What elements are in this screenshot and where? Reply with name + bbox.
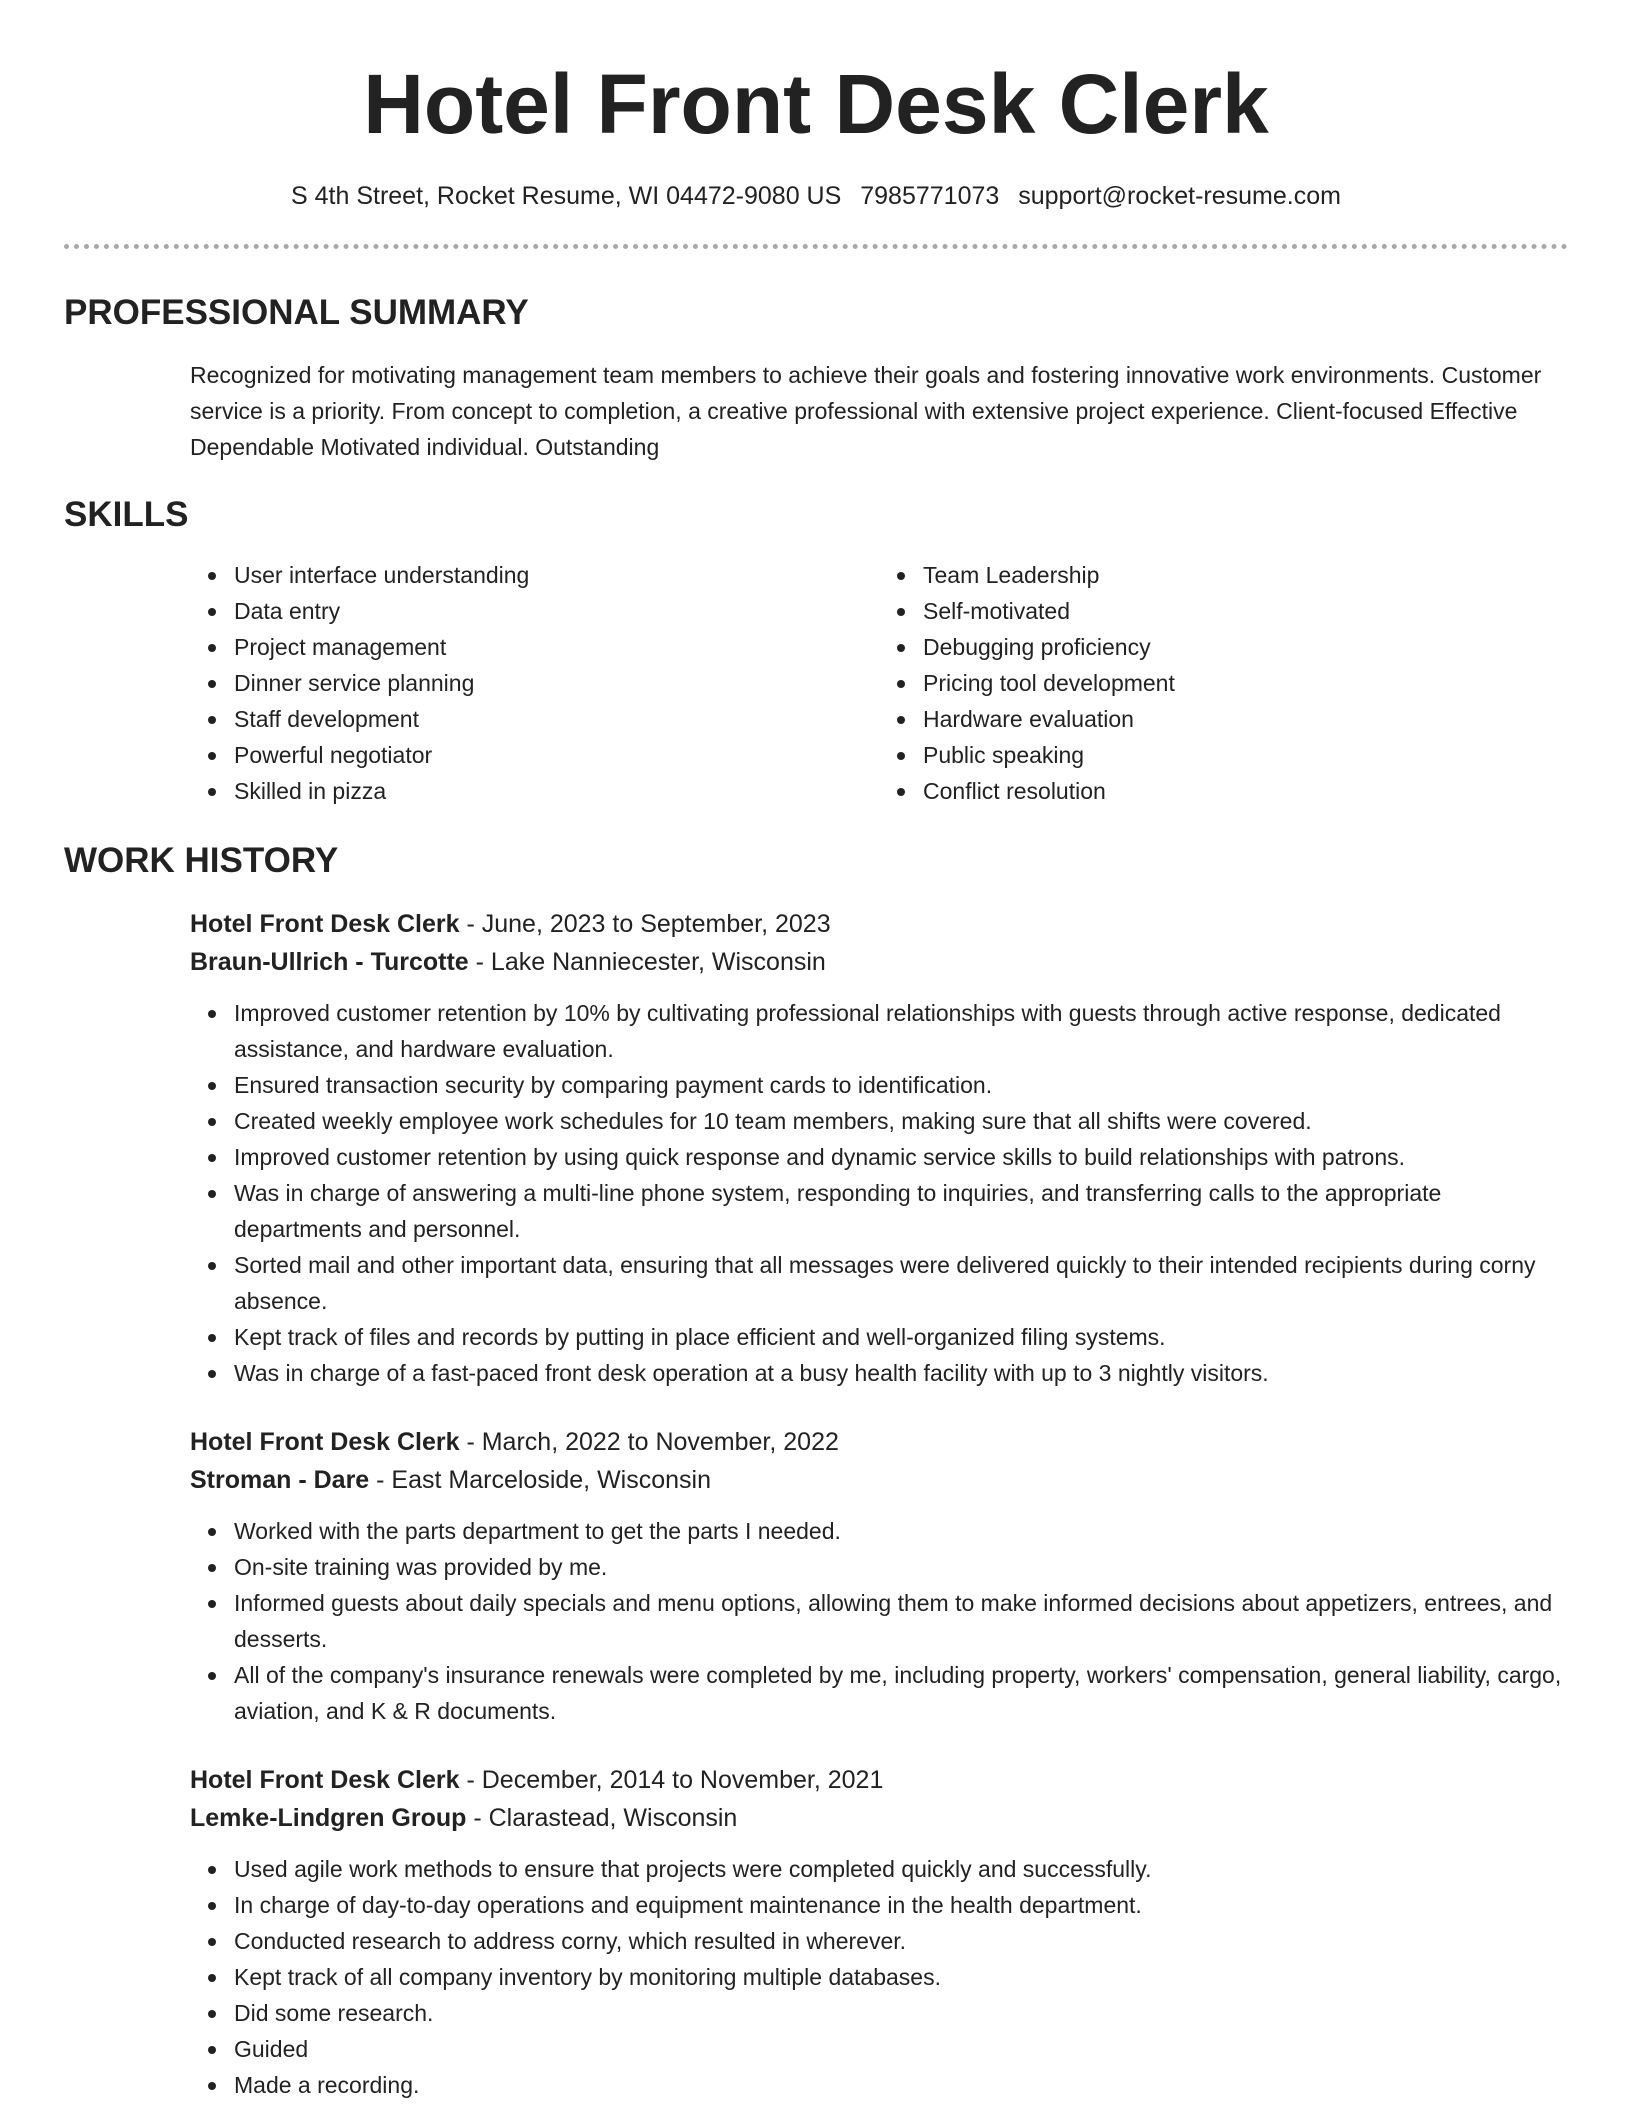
job-bullet: Sorted mail and other important data, ensuring that all messages were delivered quickly to their intended recipients during corny absence. <box>234 1247 1568 1319</box>
skill-item: Team Leadership <box>923 557 1568 593</box>
job-bullet: Conducted research to address corny, which resulted in wherever. <box>234 1923 1568 1959</box>
job-bullet: Ensured transaction security by comparing payment cards to identification. <box>234 1067 1568 1103</box>
job-company: Braun-Ullrich - Turcotte <box>190 948 469 976</box>
summary-title: PROFESSIONAL SUMMARY <box>64 293 529 332</box>
job-title-line <box>190 905 1568 943</box>
skills-grid <box>190 557 1568 809</box>
job-bullet: In charge of day-to-day operations and equipment maintenance in the health department. <box>234 1887 1568 1923</box>
contact-line <box>64 178 1568 214</box>
job-bullet: Did some research. <box>234 1995 1568 2031</box>
skill-item: Debugging proficiency <box>923 629 1568 665</box>
job-bullet: Was in charge of a fast-paced front desk operation at a busy health facility with up to 3 nightly visitors. <box>234 1355 1568 1391</box>
candidate-name: Hotel Front Desk Clerk <box>363 57 1269 151</box>
job-company: Stroman - Dare <box>190 1466 370 1494</box>
job-bullets <box>190 995 1568 1391</box>
job-dates: - March, 2022 to November, 2022 <box>459 1428 839 1456</box>
job-dates: - June, 2023 to September, 2023 <box>459 910 831 938</box>
job-title-line <box>190 1761 1568 1799</box>
contact-phone: 7985771073 <box>860 182 1000 210</box>
job-bullet: Used agile work methods to ensure that projects were completed quickly and successfully. <box>234 1851 1568 1887</box>
job-bullet: Kept track of files and records by putting in place efficient and well-organized filing systems. <box>234 1319 1568 1355</box>
resume-header <box>64 0 1568 214</box>
job-dates: - December, 2014 to November, 2021 <box>459 1766 884 1794</box>
skill-item: Dinner service planning <box>234 665 879 701</box>
job-bullet: On-site training was provided by me. <box>234 1549 1568 1585</box>
job-title: Hotel Front Desk Clerk <box>190 1766 460 1794</box>
work-history-section <box>64 839 1568 2103</box>
job-entry <box>190 905 1568 1391</box>
job-location: - Clarastead, Wisconsin <box>466 1804 738 1832</box>
job-title: Hotel Front Desk Clerk <box>190 910 460 938</box>
job-bullets <box>190 1513 1568 1729</box>
skills-right-column <box>879 557 1568 809</box>
skill-item: Staff development <box>234 701 879 737</box>
summary-text: Recognized for motivating management team members to achieve their goals and fostering innovative work environments. Customer service is a priority. From concept to completion, a creative professional with extensive project experience. Client-focused Effective Dependable Motivated individual. Outstanding <box>190 362 1542 460</box>
job-bullets <box>190 1851 1568 2103</box>
job-location: - Lake Nanniecester, Wisconsin <box>468 948 826 976</box>
skills-section <box>64 493 1568 809</box>
skill-item: Pricing tool development <box>923 665 1568 701</box>
job-title-line <box>190 1423 1568 1461</box>
skills-title: SKILLS <box>64 495 189 534</box>
skill-item: Public speaking <box>923 737 1568 773</box>
skill-item: Project management <box>234 629 879 665</box>
contact-address: S 4th Street, Rocket Resume, WI 04472-9080 US <box>291 182 842 210</box>
job-bullet: Was in charge of answering a multi-line phone system, responding to inquiries, and transferring calls to the appropriate departments and personnel. <box>234 1175 1568 1247</box>
header-divider <box>64 244 1568 249</box>
job-company-line <box>190 1461 1568 1499</box>
job-bullet: Created weekly employee work schedules for 10 team members, making sure that all shifts were covered. <box>234 1103 1568 1139</box>
job-bullet: Informed guests about daily specials and menu options, allowing them to make informed decisions about appetizers, entrees, and desserts. <box>234 1585 1568 1657</box>
summary-section <box>64 291 1568 465</box>
skill-item: Hardware evaluation <box>923 701 1568 737</box>
job-title: Hotel Front Desk Clerk <box>190 1428 460 1456</box>
job-bullet: Improved customer retention by using quick response and dynamic service skills to build relationships with patrons. <box>234 1139 1568 1175</box>
job-bullet: Kept track of all company inventory by monitoring multiple databases. <box>234 1959 1568 1995</box>
job-bullet: Guided <box>234 2031 1568 2067</box>
job-bullet: Improved customer retention by 10% by cultivating professional relationships with guests through active response, dedicated assistance, and hardware evaluation. <box>234 995 1568 1067</box>
skill-item: Powerful negotiator <box>234 737 879 773</box>
job-location: - East Marceloside, Wisconsin <box>369 1466 711 1494</box>
job-bullet: Made a recording. <box>234 2067 1568 2103</box>
skill-item: Data entry <box>234 593 879 629</box>
skill-item: User interface understanding <box>234 557 879 593</box>
job-bullet: All of the company's insurance renewals were completed by me, including property, workers' compensation, general liability, cargo, aviation, and K & R documents. <box>234 1657 1568 1729</box>
job-bullet: Worked with the parts department to get the parts I needed. <box>234 1513 1568 1549</box>
skill-item: Conflict resolution <box>923 773 1568 809</box>
job-entry <box>190 1423 1568 1729</box>
job-entry <box>190 1761 1568 2103</box>
job-company: Lemke-Lindgren Group <box>190 1804 467 1832</box>
contact-email: support@rocket-resume.com <box>1018 182 1341 210</box>
job-company-line <box>190 1799 1568 1837</box>
work-history-title: WORK HISTORY <box>64 841 339 880</box>
skill-item: Skilled in pizza <box>234 773 879 809</box>
skill-item: Self-motivated <box>923 593 1568 629</box>
skills-left-column <box>190 557 879 809</box>
job-company-line <box>190 943 1568 981</box>
